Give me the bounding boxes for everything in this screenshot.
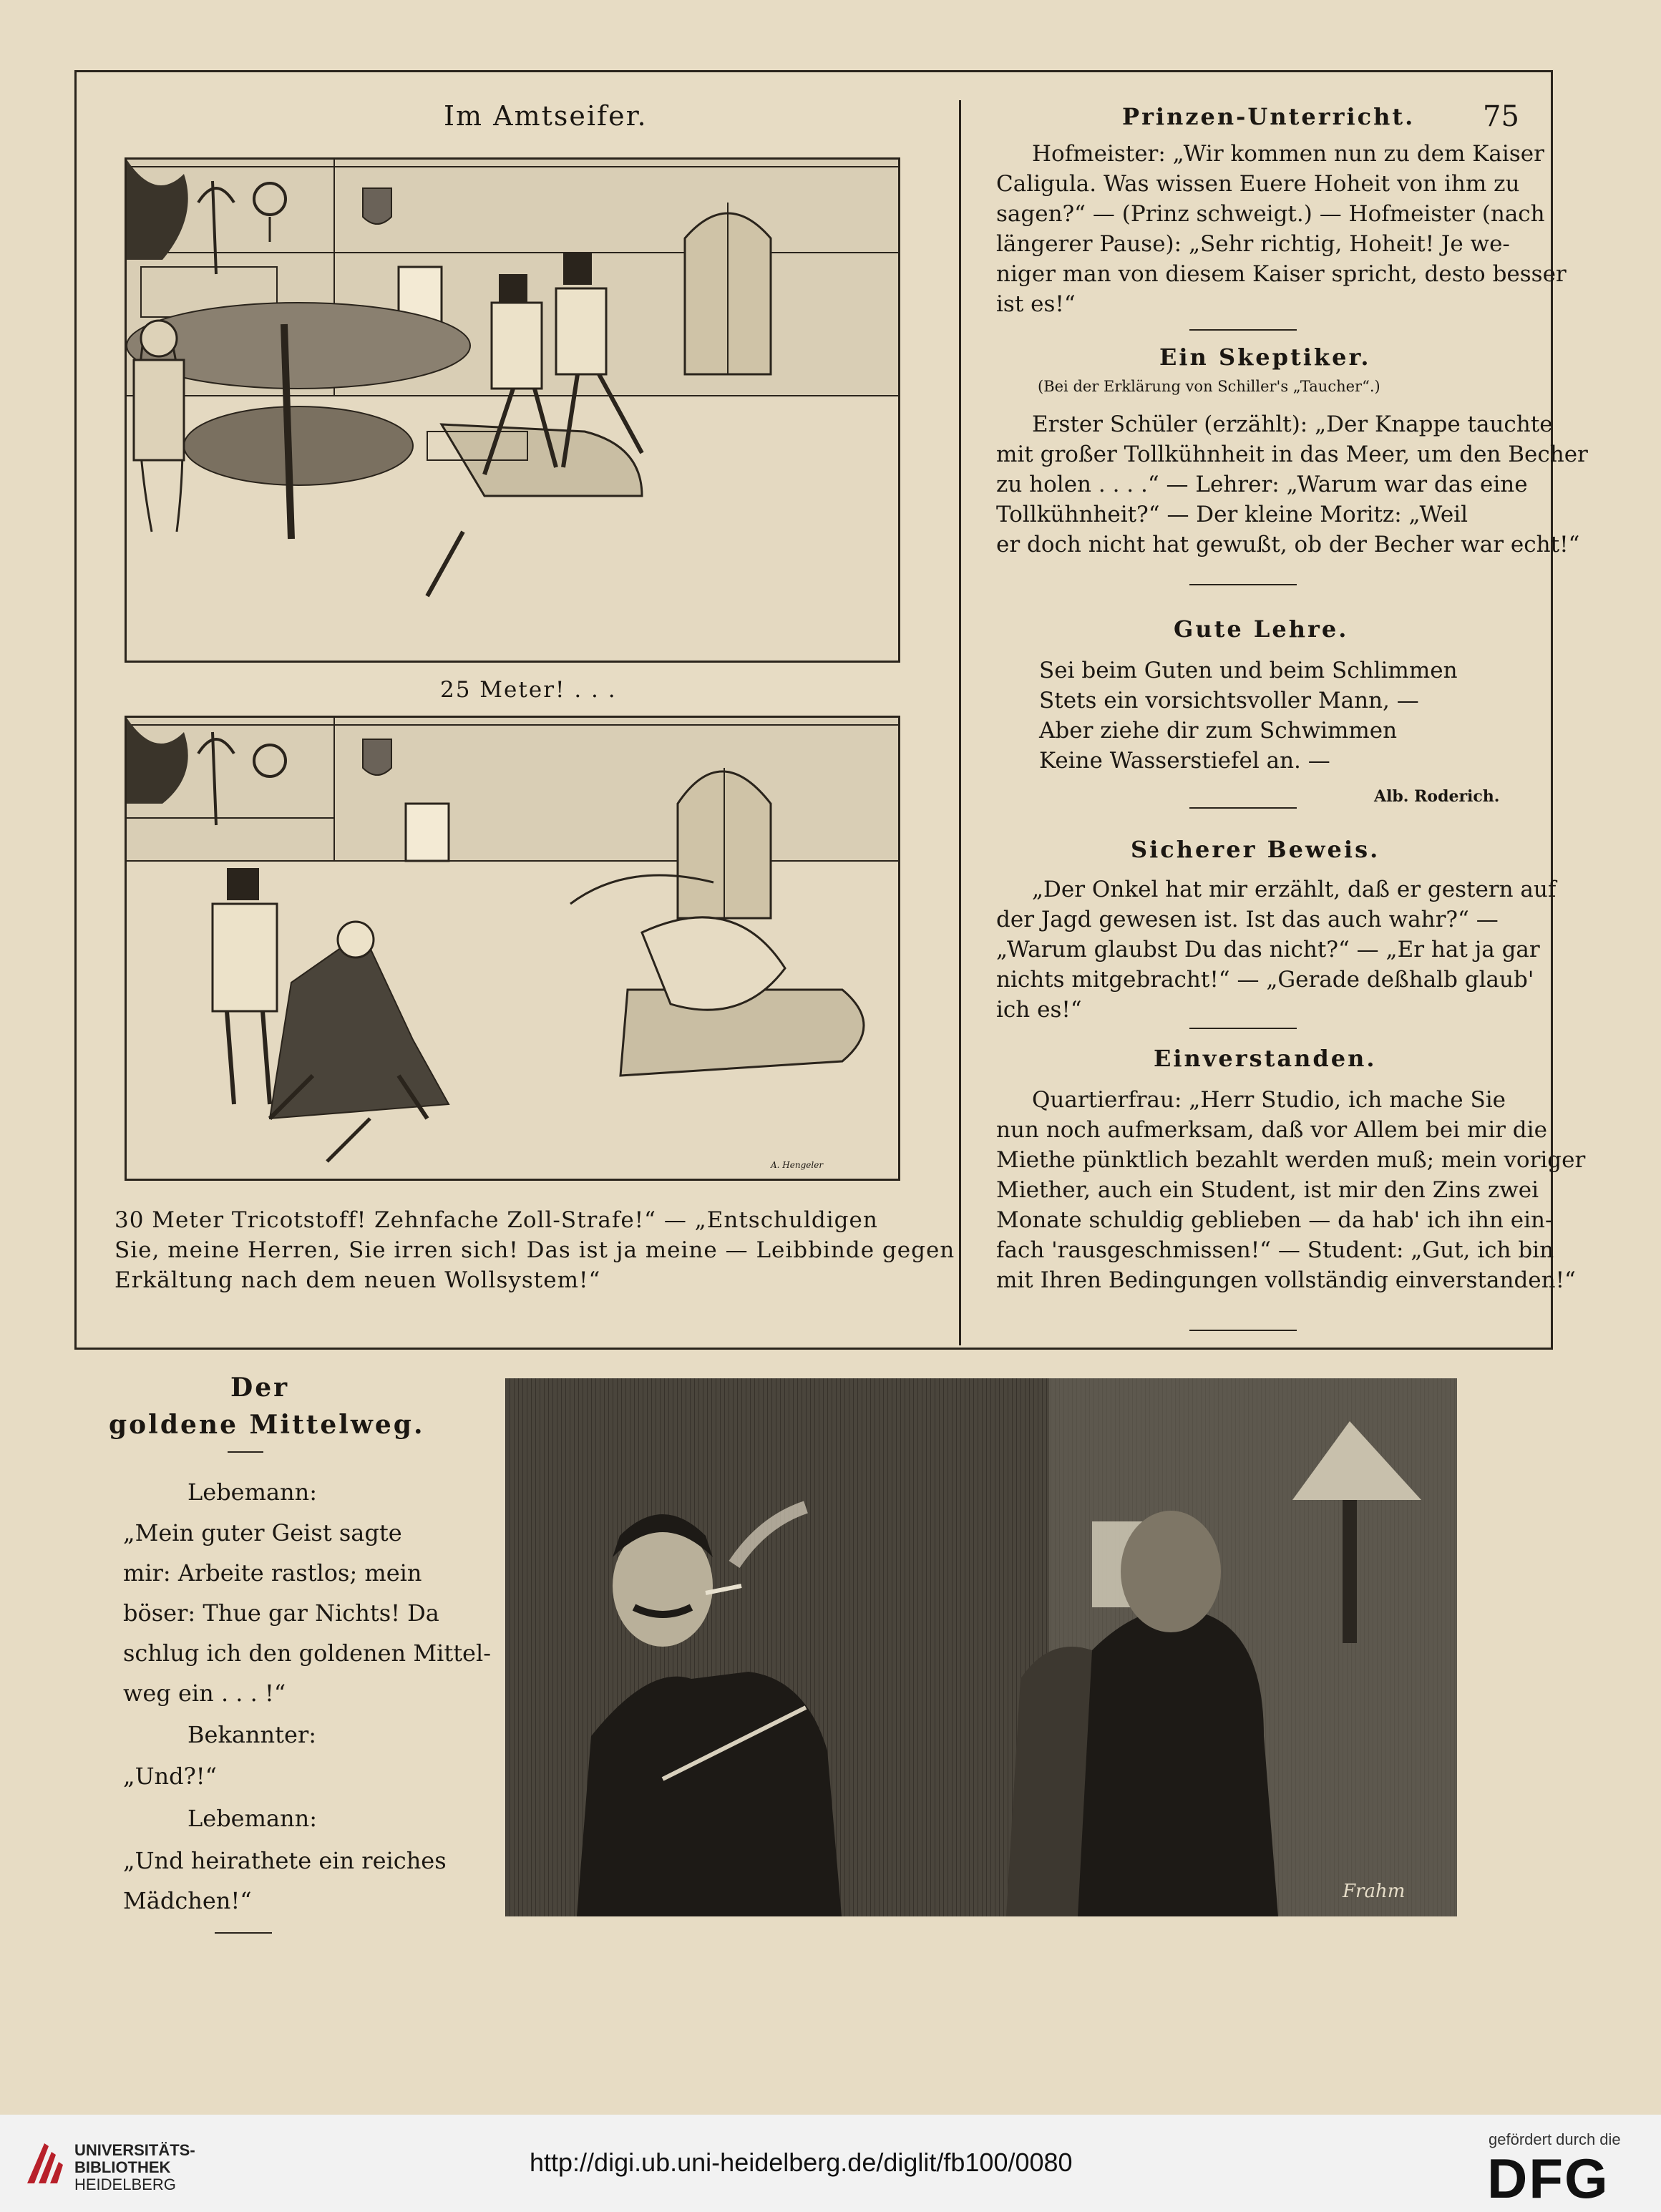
text-line: niger man von diesem Kaiser spricht, desto besser	[996, 261, 1567, 287]
text-line: Monate schuldig geblieben — da hab' ich ihn ein-	[996, 1207, 1553, 1233]
poem-line: weg ein . . . !“	[123, 1680, 286, 1707]
text-line: sagen?“ — (Prinz schweigt.) — Hofmeister (nach	[996, 201, 1545, 227]
poem-end-rule	[215, 1932, 272, 1934]
caption-line: 30 Meter Tricotstoff! Zehnfache Zoll-Strafe!“ — „Entschuldigen	[115, 1207, 878, 1233]
section-body	[996, 1085, 1585, 1295]
text-line: der Jagd gewesen ist. Ist das auch wahr?“ —	[996, 907, 1499, 932]
section-title: Einverstanden.	[1154, 1045, 1377, 1072]
poem-line: böser: Thue gar Nichts! Da	[123, 1599, 439, 1627]
section-rule	[1189, 584, 1297, 585]
speaker: Lebemann:	[187, 1478, 318, 1506]
section-body	[1039, 656, 1458, 776]
text-line: ich es!“	[996, 997, 1082, 1023]
poem-line: „Und?!“	[123, 1763, 218, 1790]
section-rule	[1189, 1028, 1297, 1029]
section-title: Prinzen-Unterricht.	[1122, 103, 1416, 130]
text-line: er doch nicht hat gewußt, ob der Becher war echt!“	[996, 532, 1580, 557]
section-subtitle: (Bei der Erklärung von Schiller's „Taucher“.)	[1038, 378, 1380, 395]
text-line: Aber ziehe dir zum Schwimmen	[1039, 718, 1398, 744]
section-body	[996, 874, 1557, 1025]
cartoon-signature: A. Hengeler	[771, 1160, 824, 1170]
text-line: Stets ein vorsichtsvoller Mann, —	[1039, 688, 1419, 713]
section-body	[996, 139, 1567, 319]
poem-title-line2: goldene Mittelweg.	[109, 1410, 425, 1440]
dfg-logo: DFG	[1487, 2147, 1609, 2210]
speaker: Bekannter:	[187, 1721, 317, 1748]
engraving-signature: Frahm	[1343, 1881, 1406, 1902]
library-name-line: BIBLIOTHEK	[74, 2158, 171, 2176]
text-line: zu holen . . . .“ — Lehrer: „Warum war das eine	[996, 472, 1528, 497]
poem-line: „Und heirathete ein reiches	[123, 1847, 447, 1874]
poem-line: schlug ich den goldenen Mittel-	[123, 1639, 492, 1667]
text-line: Miethe pünktlich bezahlt werden muß; mein voriger	[996, 1147, 1586, 1173]
engraving-illustration	[505, 1378, 1457, 1916]
cartoon-caption-bottom	[115, 1205, 955, 1295]
poem-ornament	[228, 1451, 263, 1453]
speaker: Lebemann:	[187, 1805, 318, 1832]
text-line: Hofmeister: „Wir kommen nun zu dem Kaiser	[1032, 141, 1544, 167]
cartoon-panel-1	[125, 157, 900, 663]
text-line: ist es!“	[996, 291, 1076, 317]
cartoon-panel-2	[125, 716, 900, 1181]
library-name-line: HEIDELBERG	[74, 2176, 176, 2193]
funded-by-label: gefördert durch die	[1489, 2130, 1621, 2148]
text-line: fach 'rausgeschmissen!“ — Student: „Gut, ich bin	[996, 1237, 1554, 1263]
text-line: Erster Schüler (erzählt): „Der Knappe tauchte	[1032, 411, 1553, 437]
section-rule	[1189, 807, 1297, 809]
section-rule	[1189, 329, 1297, 331]
section-title: Gute Lehre.	[1174, 615, 1349, 643]
university-logo-icon	[24, 2140, 64, 2186]
engraving-drawing	[505, 1378, 1457, 1916]
text-line: Caligula. Was wissen Euere Hoheit von ihm zu	[996, 171, 1520, 197]
poem-author: Alb. Roderich.	[1374, 787, 1500, 806]
text-line: nun noch aufmerksam, daß vor Allem bei mir die	[996, 1117, 1547, 1143]
text-line: „Warum glaubst Du das nicht?“ — „Er hat ja gar	[996, 937, 1540, 963]
section-title: Ein Skeptiker.	[1159, 344, 1371, 371]
cartoon-2-drawing	[127, 718, 898, 1179]
column-divider	[959, 100, 961, 1345]
text-line: Quartierfrau: „Herr Studio, ich mache Sie	[1032, 1087, 1506, 1113]
poem-line: mir: Arbeite rastlos; mein	[123, 1559, 422, 1587]
poem-line: „Mein guter Geist sagte	[123, 1519, 402, 1546]
page-number: 75	[1483, 100, 1519, 133]
cartoon-title: Im Amtseifer.	[444, 100, 648, 132]
section-body	[996, 409, 1588, 560]
text-line: Keine Wasserstiefel an. —	[1039, 748, 1330, 774]
caption-line: Sie, meine Herren, Sie irren sich! Das ist ja meine — Leibbinde gegen	[115, 1237, 955, 1263]
text-line: „Der Onkel hat mir erzählt, daß er gestern auf	[1032, 877, 1557, 902]
library-name-line: UNIVERSITÄTS-	[74, 2141, 195, 2159]
caption-line: Erkältung nach dem neuen Wollsystem!“	[115, 1267, 601, 1293]
text-line: Sei beim Guten und beim Schlimmen	[1039, 658, 1458, 683]
text-line: mit Ihren Bedingungen vollständig einverstanden!“	[996, 1267, 1576, 1293]
section-title: Sicherer Beweis.	[1131, 836, 1380, 863]
text-line: nichts mitgebracht!“ — „Gerade deßhalb glaub'	[996, 967, 1534, 993]
footer-bar	[0, 2115, 1661, 2212]
poem-line: Mädchen!“	[123, 1887, 252, 1914]
text-line: Miether, auch ein Student, ist mir den Zins zwei	[996, 1177, 1539, 1203]
document-url-link[interactable]: http://digi.ub.uni-heidelberg.de/diglit/fb100/0080	[530, 2148, 1073, 2177]
cartoon-1-drawing	[127, 160, 898, 661]
poem-title-line1: Der	[230, 1373, 290, 1403]
poem-body	[123, 1471, 492, 1921]
text-line: Tollkühnheit?“ — Der kleine Moritz: „Weil	[996, 502, 1468, 527]
section-rule	[1189, 1330, 1297, 1331]
cartoon-caption-mid: 25 Meter! . . .	[440, 677, 617, 703]
text-line: mit großer Tollkühnheit in das Meer, um den Becher	[996, 442, 1588, 467]
text-line: längerer Pause): „Sehr richtig, Hoheit! Je we-	[996, 231, 1510, 257]
